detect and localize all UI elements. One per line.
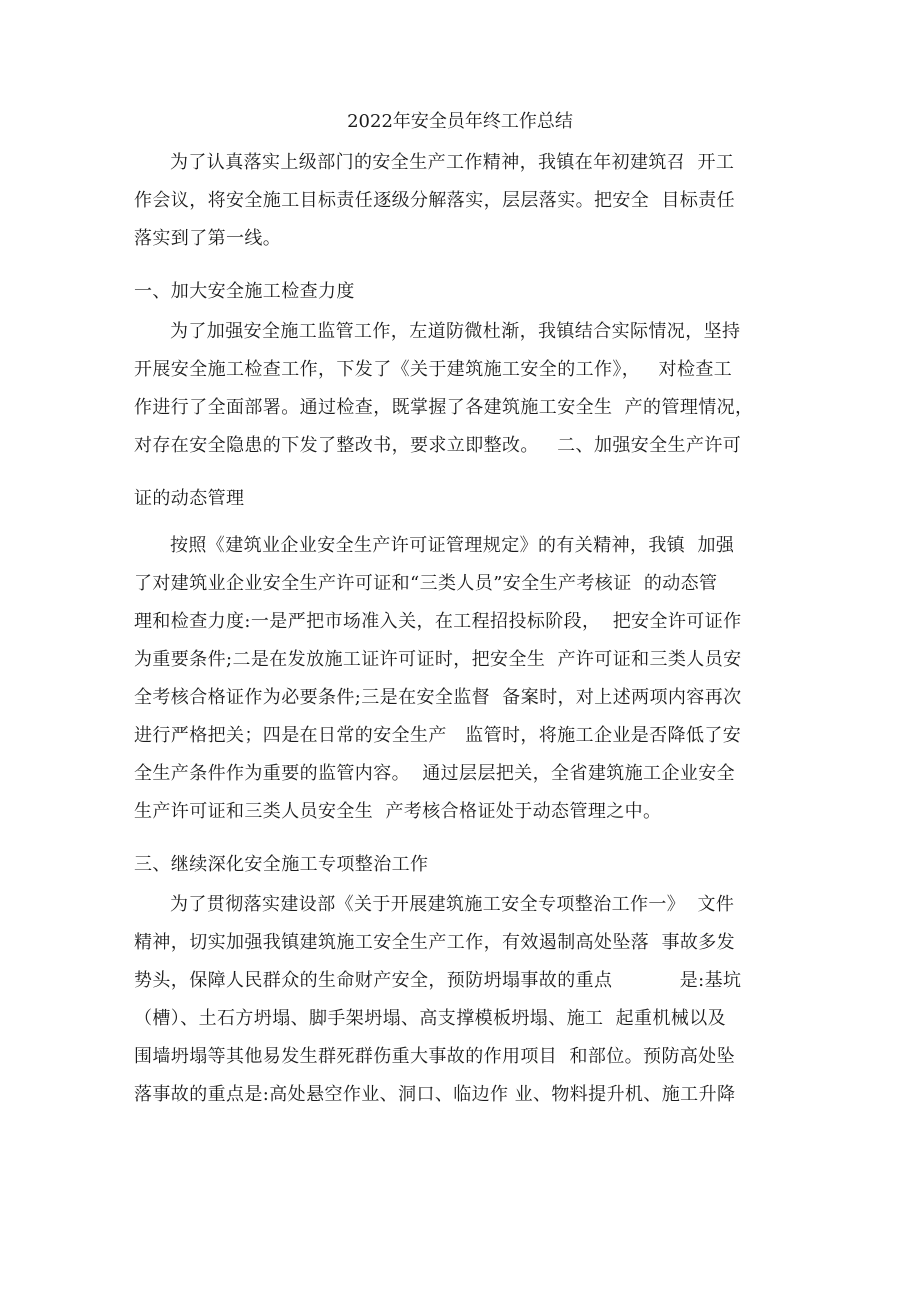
paragraph-line: 为了认真落实上级部门的安全生产工作精神，我镇在年初建筑召 开工 <box>170 152 735 173</box>
paragraph-line: 了对建筑业企业安全生产许可证和“三类人员”安全生产考核证 的动态管 <box>134 573 718 594</box>
paragraph-line: 进行严格把关；四是在日常的安全生产 监管时，将施工企业是否降低了安 <box>134 725 742 746</box>
section-heading: 三、继续深化安全施工专项整治工作 <box>134 854 429 875</box>
paragraph-line: 理和检查力度:一是严把市场准入关，在工程招投标阶段， 把安全许可证作 <box>134 611 742 632</box>
section-heading: 一、加大安全施工检查力度 <box>134 281 355 302</box>
paragraph-line: 为了贯彻落实建设部《关于开展建筑施工安全专项整治工作一》 文件 <box>170 894 735 915</box>
paragraph-line: 全考核合格证作为必要条件;三是在安全监督 备案时，对上述两项内容再次 <box>134 687 742 708</box>
document-title: 2022年安全员年终工作总结 <box>347 111 573 132</box>
section-heading: 证的动态管理 <box>134 488 245 509</box>
paragraph-line: 全生产条件作为重要的监管内容。 通过层层把关，全省建筑施工企业安全 <box>134 763 736 784</box>
paragraph-line: 为了加强安全施工监管工作，左道防微杜渐，我镇结合实际情况，坚持 <box>170 321 741 342</box>
paragraph-line: 对存在安全隐患的下发了整改书，要求立即整改。 二、加强安全生产许可 <box>134 435 742 456</box>
paragraph-line: 落实到了第一线。 <box>134 228 282 249</box>
paragraph-line: 为重要条件;二是在发放施工证许可证时，把安全生 产许可证和三类人员安 <box>134 649 742 670</box>
paragraph-line: 作进行了全面部署。通过检查，既掌握了各建筑施工安全生 产的管理情况， <box>134 397 754 418</box>
paragraph-line: 开展安全施工检查工作，下发了《关于建筑施工安全的工作》， 对检查工 <box>134 359 733 380</box>
paragraph-line: 势头，保障人民群众的生命财产安全，预防坍塌事故的重点 是:基坑 <box>134 970 742 991</box>
paragraph-line: （槽）、土石方坍塌、脚手架坍塌、高支撑模板坍塌、施工 起重机械以及 <box>134 1008 727 1029</box>
paragraph-line: 围墙坍塌等其他易发生群死群伤重大事故的作用项目 和部位。预防高处坠 <box>134 1046 736 1067</box>
paragraph-line: 精神，切实加强我镇建筑施工安全生产工作，有效遏制高处坠落 事故多发 <box>134 932 736 953</box>
paragraph-line: 按照《建筑业企业安全生产许可证管理规定》的有关精神，我镇 加强 <box>170 535 735 556</box>
paragraph-line: 作会议，将安全施工目标责任逐级分解落实，层层落实。把安全 目标责任 <box>134 190 736 211</box>
paragraph-line: 落事故的重点是:高处悬空作业、洞口、临边作 业、物料提升机、施工升降 <box>134 1084 736 1105</box>
paragraph-line: 生产许可证和三类人员安全生 产考核合格证处于动态管理之中。 <box>134 801 662 822</box>
